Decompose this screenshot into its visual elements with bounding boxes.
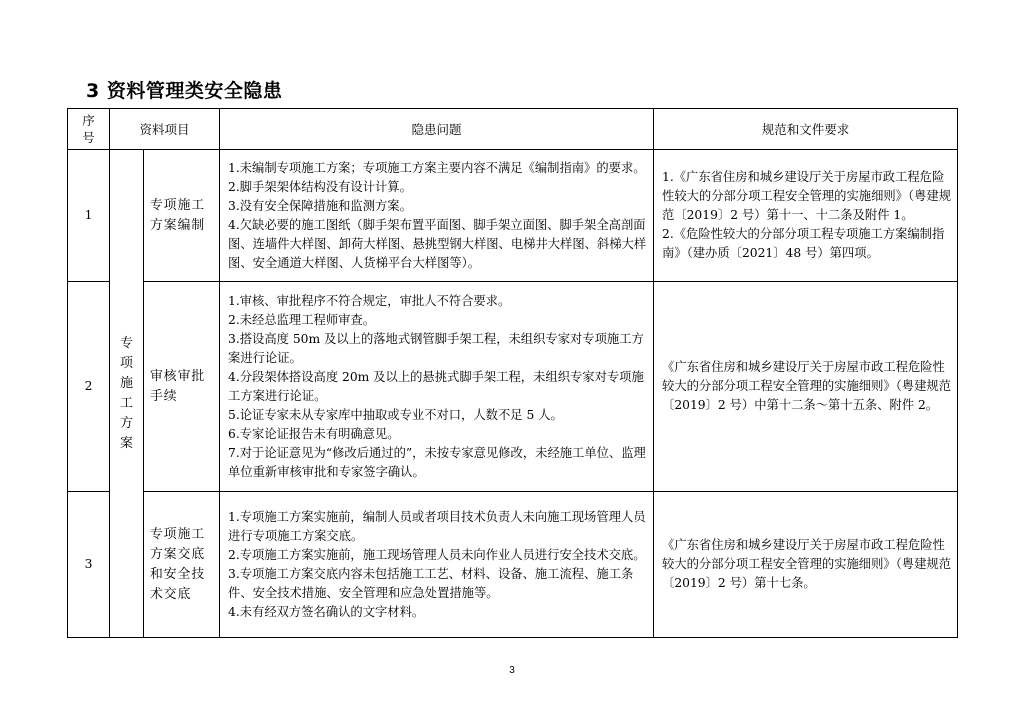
standard-cell bbox=[654, 492, 958, 638]
table-row bbox=[68, 492, 958, 638]
standard-cell bbox=[654, 150, 958, 282]
header-problem: 隐患问题 bbox=[220, 109, 654, 150]
item-cell: 专项施工方案交底和安全技术交底 bbox=[144, 492, 220, 638]
item-cell: 审核审批手续 bbox=[144, 282, 220, 492]
problem-line: 3.没有安全保障措施和监测方案。 bbox=[228, 198, 412, 213]
header-no: 序号 bbox=[68, 109, 110, 150]
row-number: 3 bbox=[68, 492, 110, 638]
problem-line: 2.专项施工方案实施前，施工现场管理人员未向作业人员进行安全技术交底。 bbox=[228, 547, 646, 562]
standard-line: 2.《危险性较大的分部分项工程专项施工方案编制指南》（建办质〔2021〕48 号）第四项。 bbox=[662, 227, 945, 260]
row-number: 2 bbox=[68, 282, 110, 492]
problem-cell bbox=[220, 492, 654, 638]
problem-line: 1.审核、审批程序不符合规定，审批人不符合要求。 bbox=[228, 293, 511, 308]
problem-line: 4.欠缺必要的施工图纸（脚手架布置平面图、脚手架立面图、脚手架全高剖面图、连墙件大样图、卸荷大样图、悬挑型钢大样图、电梯井大样图、斜梯大样图、安全通道大样图、人货梯平台大样图等）。 bbox=[228, 217, 647, 270]
problem-line: 4.分段架体搭设高度 20m 及以上的悬挑式脚手架工程，未组织专家对专项施工方案进行论证。 bbox=[228, 369, 644, 403]
section-title: 3 资料管理类安全隐患 bbox=[86, 80, 283, 102]
problem-cell bbox=[220, 282, 654, 492]
problem-cell bbox=[220, 150, 654, 282]
problem-line: 4.未有经双方签名确认的文字材料。 bbox=[228, 604, 425, 619]
standard-line: 《广东省住房和城乡建设厅关于房屋市政工程危险性较大的分部分项工程安全管理的实施细则》（粤建规范〔2019〕2 号）中第十二条～第十五条、附件 2。 bbox=[662, 360, 951, 412]
problem-line: 7.对于论证意见为“修改后通过的”，未按专家意见修改，未经施工单位、监理单位重新审核审批和专家签字确认。 bbox=[228, 445, 646, 479]
row-number: 1 bbox=[68, 150, 110, 282]
problem-line: 5.论证专家未从专家库中抽取或专业不对口，人数不足 5 人。 bbox=[228, 407, 563, 422]
header-item: 资料项目 bbox=[110, 109, 220, 150]
problem-line: 2.未经总监理工程师审查。 bbox=[228, 312, 376, 327]
problem-line: 1.未编制专项施工方案；专项施工方案主要内容不满足《编制指南》的要求。 bbox=[228, 160, 646, 175]
hazard-table bbox=[67, 108, 958, 638]
standard-cell bbox=[654, 282, 958, 492]
standard-line: 1.《广东省住房和城乡建设厅关于房屋市政工程危险性较大的分部分项工程安全管理的实施细则》（粤建规范〔2019〕2 号）第十一、十二条及附件 1。 bbox=[662, 170, 951, 222]
category-cell bbox=[110, 150, 144, 638]
problem-line: 3.搭设高度 50m 及以上的落地式钢管脚手架工程，未组织专家对专项施工方案进行论证。 bbox=[228, 331, 644, 365]
problem-line: 1.专项施工方案实施前，编制人员或者项目技术负责人未向施工现场管理人员进行专项施工方案交底。 bbox=[228, 509, 646, 543]
problem-line: 2.脚手架架体结构没有设计计算。 bbox=[228, 179, 412, 194]
problem-line: 3.专项施工方案交底内容未包括施工工艺、材料、设备、施工流程、施工条件、安全技术措施、安全管理和应急处置措施等。 bbox=[228, 566, 634, 600]
standard-line: 《广东省住房和城乡建设厅关于房屋市政工程危险性较大的分部分项工程安全管理的实施细则》（粤建规范〔2019〕2 号）第十七条。 bbox=[662, 538, 951, 590]
page-number: 3 bbox=[509, 665, 515, 676]
table-row bbox=[68, 150, 958, 282]
table-row bbox=[68, 282, 958, 492]
problem-line: 6.专家论证报告未有明确意见。 bbox=[228, 426, 400, 441]
table-header-row bbox=[68, 109, 958, 150]
category-label: 专项施工方案 bbox=[119, 335, 133, 451]
header-standard: 规范和文件要求 bbox=[654, 109, 958, 150]
item-cell: 专项施工方案编制 bbox=[144, 150, 220, 282]
